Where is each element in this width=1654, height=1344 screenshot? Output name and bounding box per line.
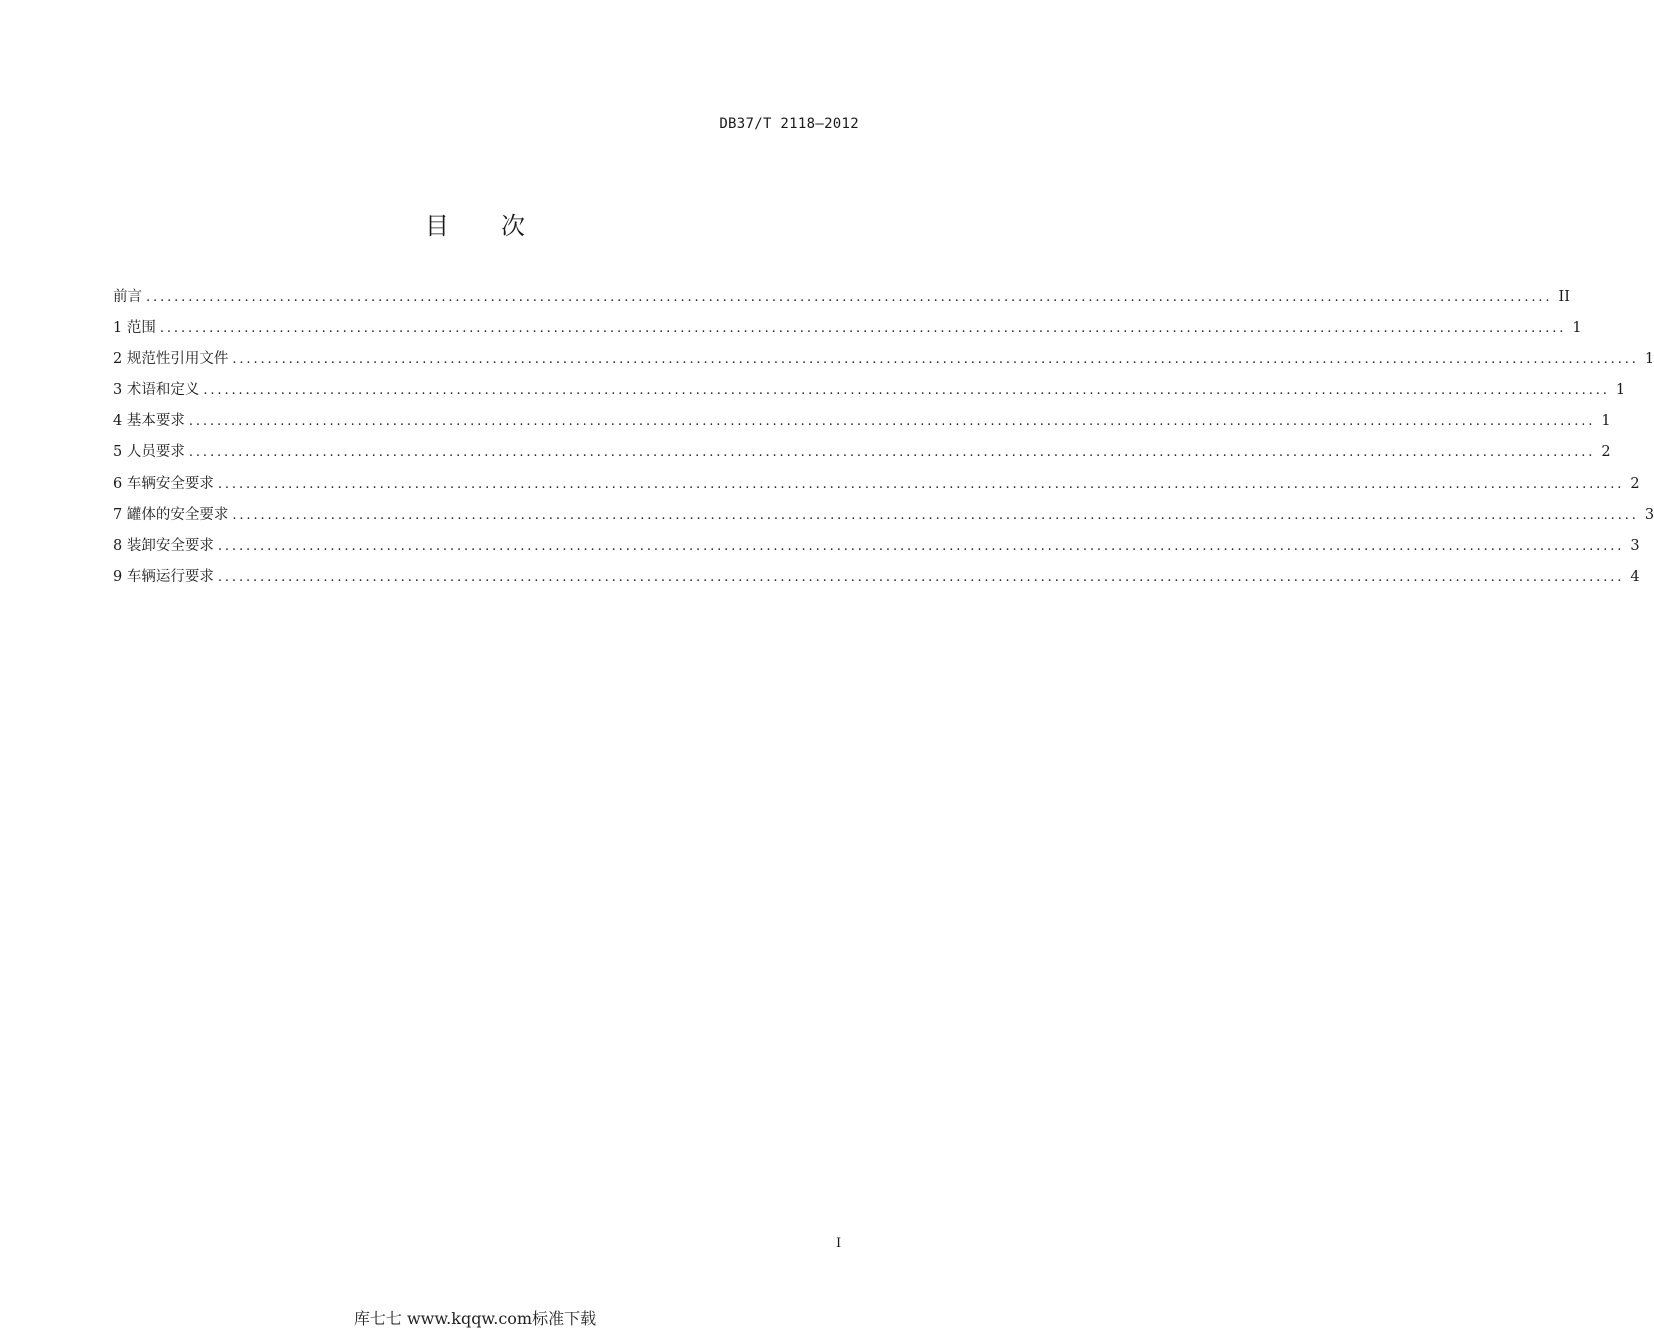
toc-entry-number: 1 [113, 320, 127, 337]
toc-entry-label: 前言 [113, 289, 142, 305]
toc-leader-dots: ........................................................................................................................................................................................................ [146, 290, 1553, 305]
toc-entry-page: 3 [1644, 506, 1654, 523]
toc-entry-label: 车辆运行要求 [126, 568, 214, 585]
toc-entry-7[interactable] [113, 504, 1654, 535]
title-char-1: 目 [425, 212, 449, 240]
toc-leader-dots: ........................................................................................................................................................................................................ [232, 352, 1639, 368]
toc-entry-6[interactable] [113, 473, 1640, 504]
toc-entry-label: 规范性引用文件 [126, 351, 229, 368]
toc-entry-label: 罐体的安全要求 [126, 506, 229, 523]
toc-entry-9[interactable] [113, 566, 1640, 597]
toc-entry-label: 装卸安全要求 [126, 537, 214, 554]
toc-entry-number: 8 [113, 537, 127, 554]
toc-entry-page: 3 [1630, 537, 1640, 554]
toc-leader-dots: ........................................................................................................................................................................................................ [217, 569, 1625, 585]
toc-entry-number: 6 [113, 475, 127, 492]
toc-entry-number: 7 [113, 506, 127, 523]
toc-leader-dots: ........................................................................................................................................................................................................ [159, 321, 1567, 337]
toc-entry-5[interactable] [113, 441, 1611, 472]
toc-entry-label: 术语和定义 [126, 382, 200, 399]
page-title [0, 206, 950, 241]
toc-entry-number: 4 [113, 413, 127, 430]
toc-entry-1[interactable] [113, 317, 1582, 348]
title-char-2: 次 [501, 212, 525, 240]
toc-entry-label: 范围 [126, 320, 156, 337]
toc-entry-number: 5 [113, 444, 127, 461]
toc-entry-number: 9 [113, 568, 127, 585]
toc-leader-dots: ........................................................................................................................................................................................................ [203, 383, 1610, 399]
toc-entry-number: 2 [113, 351, 127, 368]
toc-entry-label: 车辆安全要求 [126, 475, 214, 492]
toc-entry-page: 1 [1601, 413, 1611, 430]
toc-entry-page: 2 [1601, 444, 1611, 461]
toc-entry-3[interactable] [113, 379, 1626, 410]
toc-entry-page: II [1558, 289, 1570, 305]
toc-entry-4[interactable] [113, 410, 1611, 441]
toc-entry-8[interactable] [113, 535, 1640, 566]
toc-leader-dots: ........................................................................................................................................................................................................ [232, 507, 1639, 523]
toc-entry-page: 1 [1644, 351, 1654, 368]
document-code: DB37/T 2118—2012 [719, 116, 859, 132]
toc-entry-page: 1 [1615, 382, 1626, 399]
watermark-text: 库七七 www.kqqw.com标准下载 [353, 1309, 597, 1328]
toc-leader-dots: ........................................................................................................................................................................................................ [188, 414, 1596, 430]
toc-leader-dots: ........................................................................................................................................................................................................ [217, 538, 1625, 554]
toc-leader-dots: ........................................................................................................................................................................................................ [217, 476, 1625, 492]
table-of-contents [113, 286, 1654, 597]
toc-entry-foreword[interactable] [113, 286, 1570, 317]
page-number: I [836, 1236, 842, 1251]
toc-entry-2[interactable] [113, 348, 1654, 379]
toc-entry-page: 4 [1630, 568, 1640, 585]
toc-entry-page: 2 [1630, 475, 1640, 492]
toc-entry-page: 1 [1572, 320, 1582, 337]
toc-entry-label: 基本要求 [126, 413, 185, 430]
toc-leader-dots: ........................................................................................................................................................................................................ [188, 445, 1596, 461]
toc-entry-label: 人员要求 [126, 444, 185, 461]
toc-entry-number: 3 [113, 382, 127, 399]
